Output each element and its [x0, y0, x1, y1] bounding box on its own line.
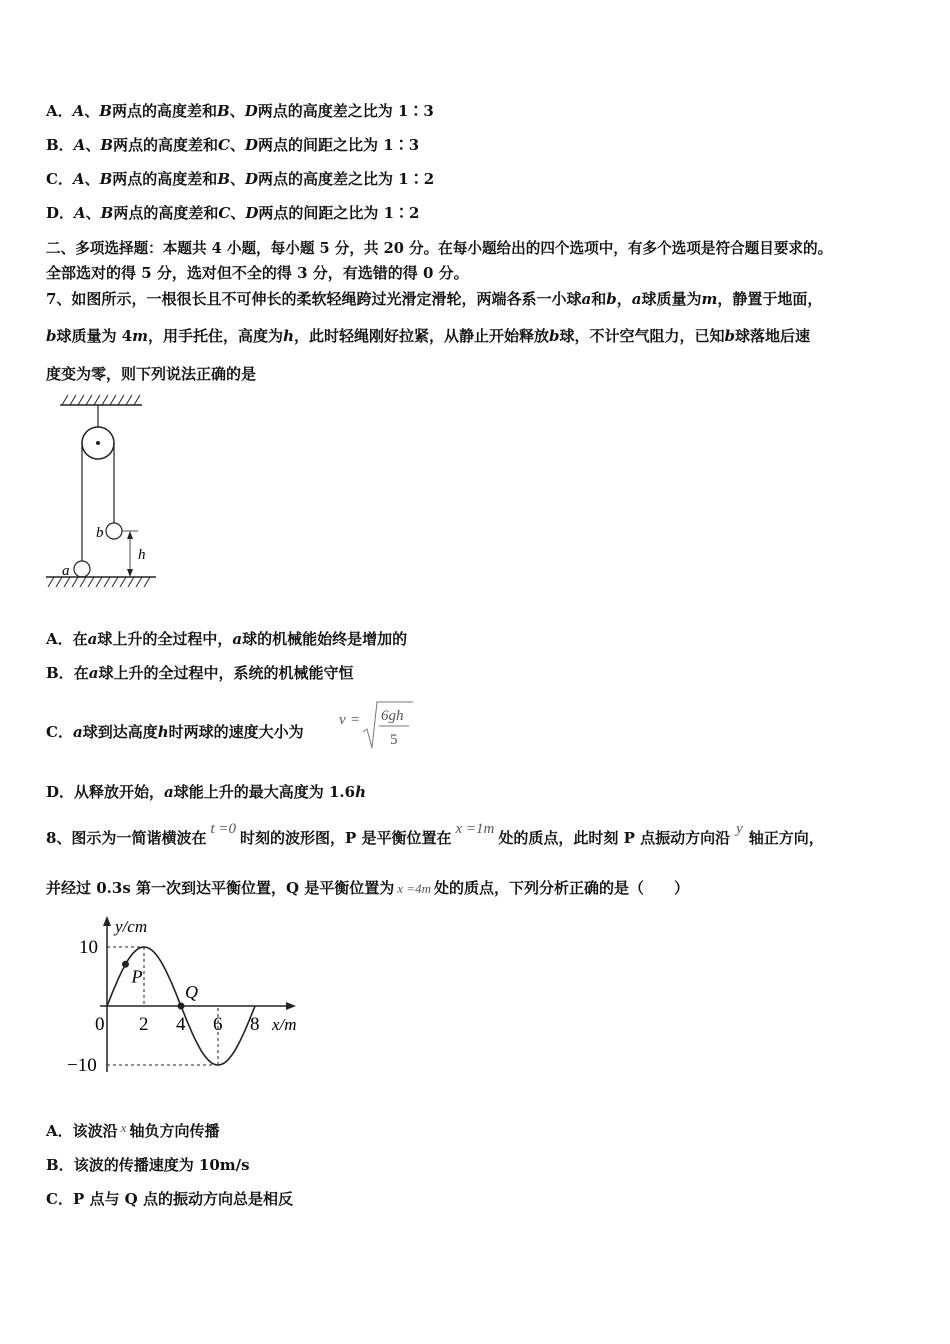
q8-option-a[interactable]: A．该波沿 x 轴负方向传播	[46, 1120, 220, 1140]
x-tick-label: 2	[139, 1014, 149, 1035]
point-p	[122, 961, 129, 968]
q7-stem-line1: 7、如图所示，一根很长且不可伸长的柔软轻绳跨过光滑定滑轮，两端各系一小球a和b，a球质量为m，静置于地面，	[46, 290, 823, 308]
q7-option-c[interactable]: C．a球到达高度h时两球的速度大小为	[46, 723, 304, 741]
svg-text:6gh: 6gh	[381, 708, 404, 724]
q8-stem-line1: 8、图示为一简谐横波在 t =0 时刻的波形图，P 是平衡位置在 x =1m 处的质点，此时刻 P 点振动方向沿 y 轴正方向，	[46, 821, 824, 847]
point-q	[178, 1003, 185, 1010]
y-axis-label: y/cm	[115, 917, 148, 936]
section2-line1: 二、多项选择题：本题共 4 小题，每小题 5 分，共 20 分。在每小题给出的四个选项中，有多个选项是符合题目要求的。	[46, 240, 833, 257]
label-a: a	[62, 563, 70, 579]
wave-graph	[60, 912, 320, 1082]
q6-option-a[interactable]: A．A、B两点的高度差和B、D两点的高度差之比为 1∶3	[46, 102, 434, 120]
pulley-figure	[40, 393, 170, 593]
q8-stem-line2: 并经过 0.3s 第一次到达平衡位置，Q 是平衡位置为 x =4m 处的质点，下列分析正确的是（ ）	[46, 879, 689, 897]
x-tick-label: 6	[213, 1014, 223, 1035]
q6-option-d[interactable]: D．A、B两点的高度差和C、D两点的间距之比为 1∶2	[46, 204, 420, 222]
q8-option-b[interactable]: B．该波的传播速度为 10m/s	[46, 1156, 250, 1174]
x-axis-label: x/m	[272, 1015, 297, 1034]
q7-option-d[interactable]: D．从释放开始，a球能上升的最大高度为 1.6h	[46, 783, 366, 801]
svg-text:v: v	[339, 712, 346, 728]
q7-option-b[interactable]: B．在a球上升的全过程中，系统的机械能守恒	[46, 664, 354, 682]
ball-a	[74, 561, 90, 577]
q6-option-c[interactable]: C．A、B两点的高度差和B、D两点的高度差之比为 1∶2	[46, 170, 435, 188]
y-tick-label: −10	[67, 1055, 97, 1076]
ball-b	[106, 523, 122, 539]
x-tick-label: 8	[250, 1014, 260, 1035]
q7-stem-line2: b球质量为 4m，用手托住，高度为h，此时轻绳刚好拉紧，从静止开始释放b球，不计空气阻力，已知b球落地后速	[46, 327, 811, 345]
x-tick-label: 4	[176, 1014, 186, 1035]
y-tick-label: 10	[79, 937, 98, 958]
label-h: h	[138, 547, 146, 563]
q8-option-c[interactable]: C．P 点与 Q 点的振动方向总是相反	[46, 1190, 293, 1208]
label-b: b	[96, 525, 104, 541]
q7-stem-line3: 度变为零，则下列说法正确的是	[46, 365, 257, 383]
svg-text:5: 5	[390, 732, 398, 748]
section2-line2: 全部选对的得 5 分，选对但不全的得 3 分，有选错的得 0 分。	[46, 264, 469, 282]
velocity-formula	[337, 698, 417, 752]
point-p-label: P	[131, 966, 143, 987]
point-q-label: Q	[185, 982, 198, 1002]
svg-text:=: =	[351, 712, 360, 728]
q6-option-b[interactable]: B．A、B两点的高度差和C、D两点的间距之比为 1∶3	[46, 136, 420, 154]
q7-option-a[interactable]: A．在a球上升的全过程中，a球的机械能始终是增加的	[46, 630, 408, 648]
x-tick-label: 0	[95, 1014, 105, 1035]
